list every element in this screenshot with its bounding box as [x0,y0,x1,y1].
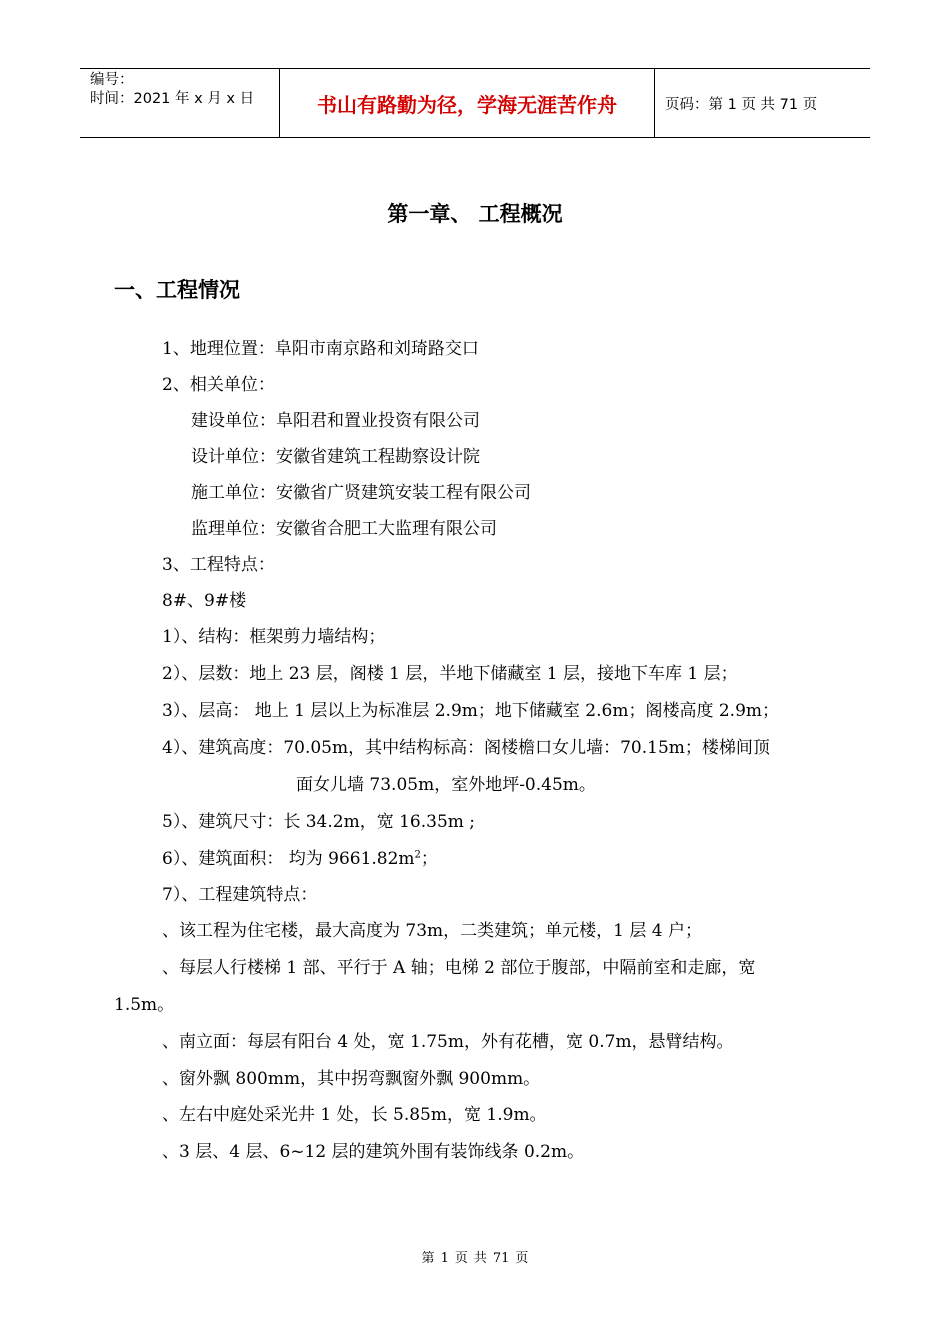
text-line: 1.5m。 [114,995,175,1015]
footer-text: 第 [421,1251,435,1266]
text-line: 1、地理位置：阜阳市南京路和刘琦路交口 [162,339,479,359]
text-line: 8#、9#楼 [162,591,247,611]
text-line: 施工单位：安徽省广贤建筑安装工程有限公司 [191,483,531,503]
text-line: 7）、工程建筑特点： [162,885,318,905]
page-label: 页码：第 1 页 共 71 页 [665,96,818,113]
text-line: 面女儿墙 73.05m，室外地坪-0.45m。 [296,775,596,795]
text-line: 2、相关单位： [162,375,275,395]
text-line: 1）、结构：框架剪力墙结构； [162,627,386,647]
text-line: 、左右中庭处采光井 1 处，长 5.85m，宽 1.9m。 [162,1105,547,1125]
header-info [80,69,280,137]
area-suffix: ； [420,849,438,869]
footer-text: 共 [473,1251,487,1266]
number-label: 编号： [90,72,134,88]
area-superscript: 2 [414,849,421,861]
text-line [162,844,438,869]
text-line: 设计单位：安徽省建筑工程勘察设计院 [191,447,480,467]
footer-text: 页 [454,1251,468,1266]
footer-total-pages: 71 [492,1251,510,1266]
chapter-title: 第一章、 工程概况 [387,202,563,226]
text-line: 3）、层高： 地上 1 层以上为标准层 2.9m；地下储藏室 2.6m；阁楼高度 2.9m； [162,701,780,721]
page-footer [0,1247,950,1266]
text-line: 2）、层数：地上 23 层，阁楼 1 层，半地下储藏室 1 层，接地下车库 1 层； [162,664,738,684]
page-header [80,68,870,138]
text-line: 、南立面：每层有阳台 4 处，宽 1.75m，外有花槽，宽 0.7m，悬臂结构。 [162,1032,734,1052]
section-title: 一、工程情况 [114,278,240,302]
motto: 书山有路勤为径，学海无涯苦作舟 [280,69,655,137]
text-line: 4）、建筑高度：70.05m，其中结构标高：阁楼檐口女儿墙：70.15m；楼梯间顶 [162,738,770,758]
footer-text: 页 [515,1251,529,1266]
text-line: 建设单位：阜阳君和置业投资有限公司 [191,411,480,431]
text-line: 监理单位：安徽省合肥工大监理有限公司 [191,519,497,539]
time-label: 时间：2021 年 x 月 x 日 [90,91,255,107]
text-line: 、每层人行楼梯 1 部、平行于 A 轴；电梯 2 部位于腹部，中隔前室和走廊，宽 [162,958,756,978]
text-line: 、窗外飘 800mm，其中拐弯飘窗外飘 900mm。 [162,1069,541,1089]
text-line: 5）、建筑尺寸：长 34.2m，宽 16.35m ; [162,812,476,832]
text-line: 3、工程特点： [162,555,275,575]
text-line: 、该工程为住宅楼，最大高度为 73m，二类建筑；单元楼，1 层 4 户； [162,921,702,941]
area-text: 6）、建筑面积： 均为 9661.82m [162,849,415,869]
text-line: 、3 层、4 层、6~12 层的建筑外围有装饰线条 0.2m。 [162,1142,585,1162]
footer-page-number: 1 [440,1251,449,1266]
